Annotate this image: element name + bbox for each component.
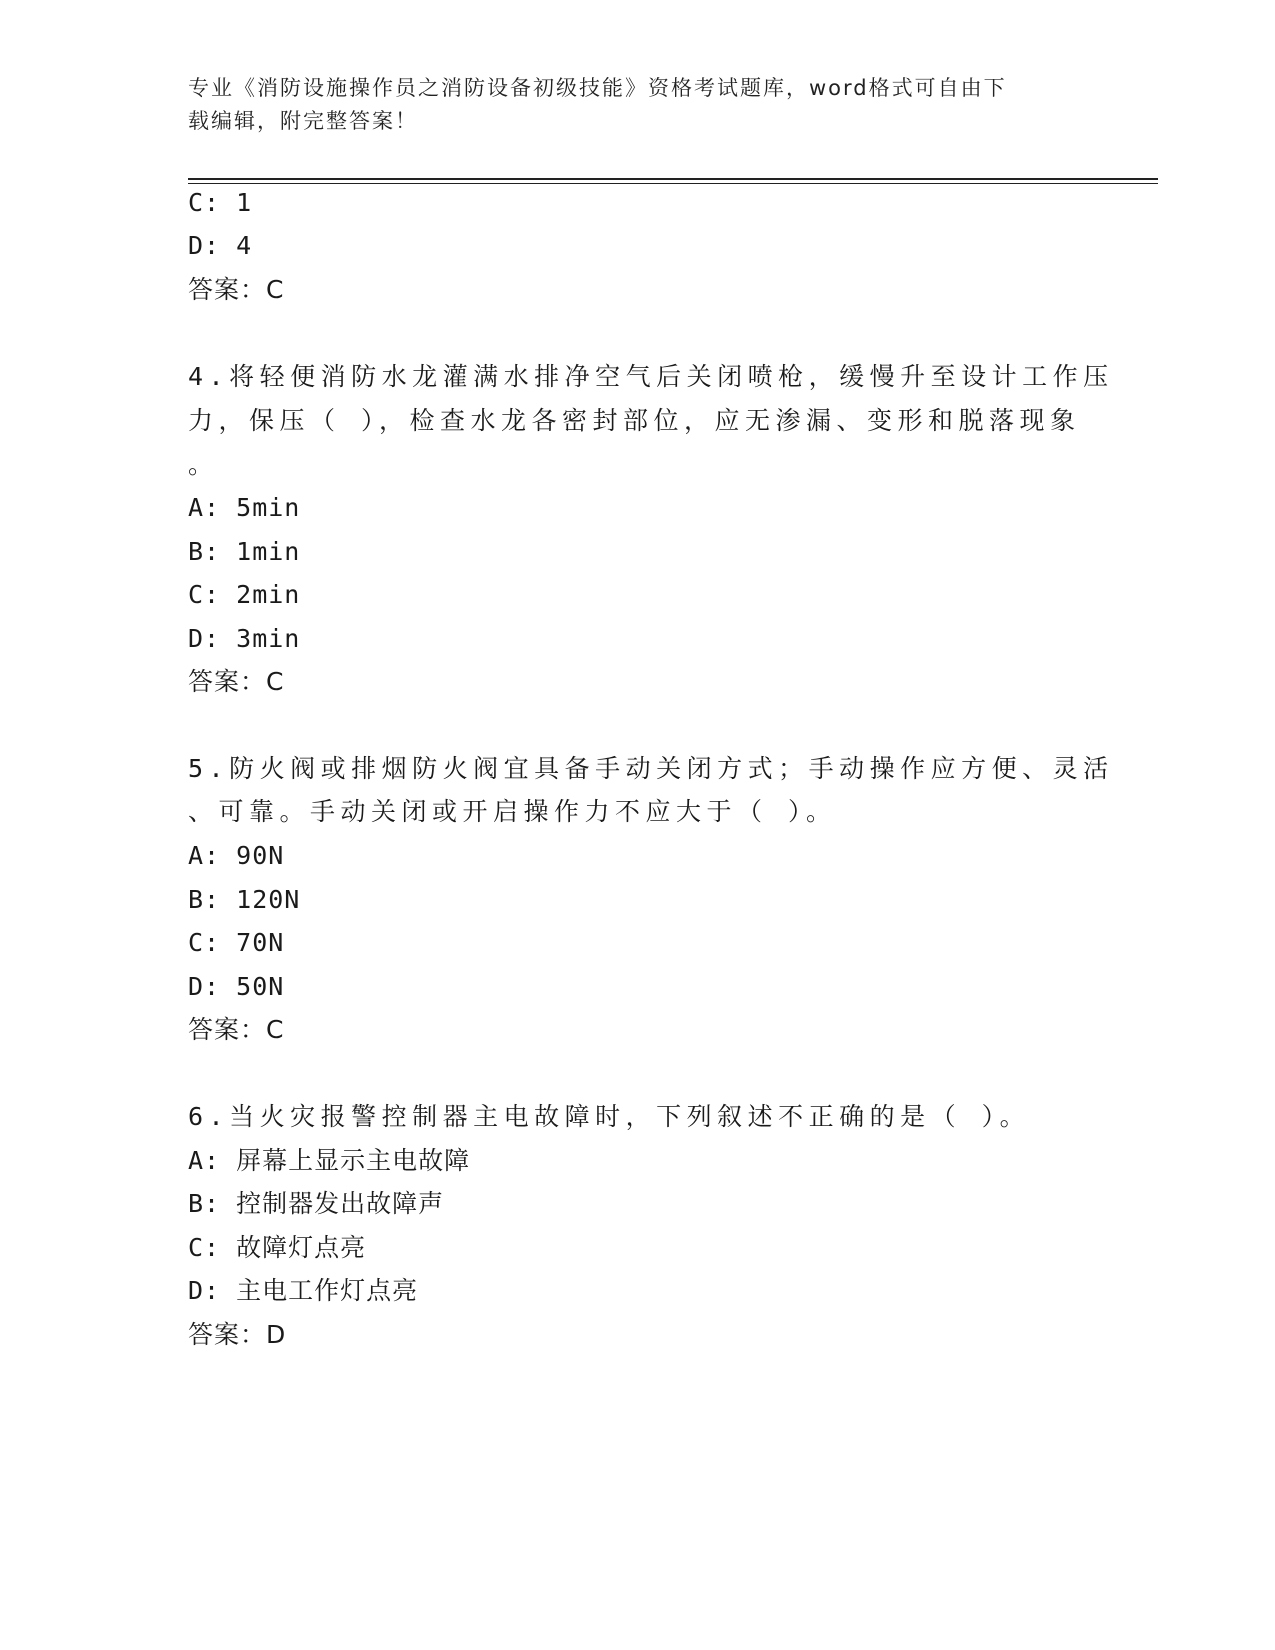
q4-text-line-2: 力，保压（ ），检查水龙各密封部位，应无渗漏、变形和脱落现象 — [188, 406, 1081, 435]
header-rule-thin — [188, 183, 1158, 184]
q5-text-line-2: 、可靠。手动关闭或开启操作力不应大于（ ）。 — [188, 797, 837, 826]
header-line-1: 专业《消防设施操作员之消防设备初级技能》资格考试题库，word格式可自由下 — [188, 76, 1007, 100]
q4-option-d: D: 3min — [188, 624, 301, 653]
q4-text-line-1: 4.将轻便消防水龙灌满水排净空气后关闭喷枪，缓慢升至设计工作压 — [188, 362, 1114, 391]
q6-option-c: C: 故障灯点亮 — [188, 1233, 367, 1262]
q4-option-b: B: 1min — [188, 537, 301, 566]
q4-option-c: C: 2min — [188, 580, 301, 609]
q4-answer: 答案：C — [188, 667, 285, 696]
q6-option-d: D: 主电工作灯点亮 — [188, 1276, 419, 1305]
q6-answer: 答案：D — [188, 1320, 287, 1349]
q6-option-b: B: 控制器发出故障声 — [188, 1189, 445, 1218]
q4-text-line-3: 。 — [188, 450, 215, 479]
q6-option-a: A: 屏幕上显示主电故障 — [188, 1146, 471, 1175]
q5-option-c: C: 70N — [188, 928, 285, 957]
q3-option-c: C: 1 — [188, 188, 253, 217]
q5-option-a: A: 90N — [188, 841, 285, 870]
q3-answer: 答案：C — [188, 275, 285, 304]
q5-answer: 答案：C — [188, 1015, 285, 1044]
header-line-2: 载编辑，附完整答案！ — [188, 109, 418, 133]
q5-text-line-1: 5.防火阀或排烟防火阀宜具备手动关闭方式；手动操作应方便、灵活 — [188, 754, 1114, 783]
q5-option-d: D: 50N — [188, 972, 285, 1001]
q5-option-b: B: 120N — [188, 885, 301, 914]
q3-option-d: D: 4 — [188, 231, 253, 260]
q6-text-line-1: 6.当火灾报警控制器主电故障时，下列叙述不正确的是（ ）。 — [188, 1102, 1031, 1131]
header-rule-thick — [188, 178, 1158, 180]
document-header — [188, 72, 1088, 138]
q4-option-a: A: 5min — [188, 493, 301, 522]
